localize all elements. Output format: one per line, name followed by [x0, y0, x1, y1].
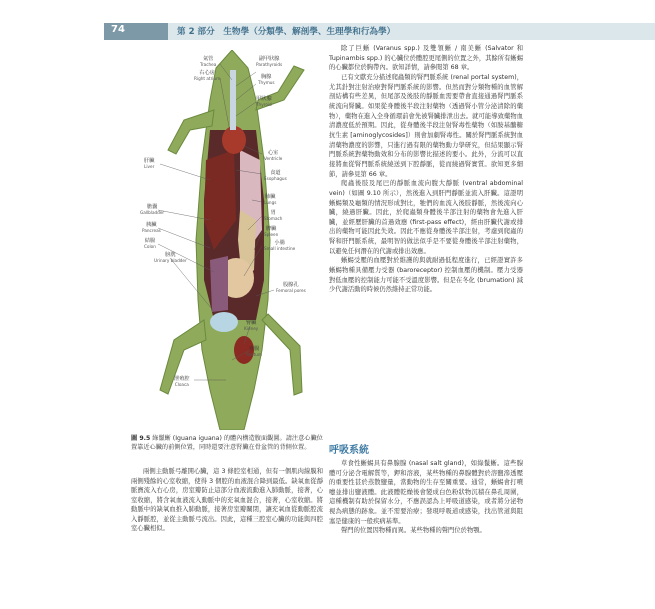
running-title: 第 2 部分 生物學（分類學、解剖學、生理學和行為學）: [177, 27, 396, 37]
caption-label: 圖 9.5: [131, 435, 151, 442]
section-heading-respiratory: 呼吸系統: [329, 445, 369, 456]
paragraph-3: 爬蟲後肢及尾巴的靜脈血流向腹大靜脈 (ventral abdominal vein)（如圖 9.10 所示），然後進入到肝門靜脈並流入肝臟。這證明蜥蜴類及龜類的情況形成對比，牠們的血流入後肢靜脈，然後流向心臟，繞過肝臟。因此，於爬蟲類身體後半部注射的藥物會先進入肝臟，並經歷肝臟的首過效應 (first-pass effect)，經由肝臟代謝或排出的藥物可能因此失效。因此不應從身體後半部注射，考慮到爬蟲的腎和肝門脈系統，最明智的做法似乎是不要從身體後半部注射藥物，以避免任何潛在的代謝或排出效應。: [329, 180, 523, 255]
page-number: 74: [111, 24, 125, 35]
label-spleen: 脾臟 Spleen: [264, 226, 279, 237]
label-thyroid: 甲狀腺 Thyroid: [256, 96, 272, 107]
label-cloaca: 泄殖腔 Cloaca: [174, 376, 190, 387]
paragraph-1: 除了巨蜥 (Varanus spp.) 及雙領蜥 / 南美蜥 (Salvator 和 Tupinambis spp.) 的心臟位於體腔更尾側的位置之外，其餘所有蜥蜴的心臟都位於胸帶內。欲知詳情，請參閱第 68 章。: [329, 45, 523, 72]
label-pancreas: 胰臟 Pancreas: [142, 222, 161, 233]
iguana-anatomy-figure: [140, 50, 319, 430]
label-ventricle: 心室 Ventricle: [264, 150, 283, 161]
label-gallbladder: 膽囊 Gallbladder: [140, 204, 165, 215]
right-column: [329, 44, 523, 295]
paragraph-4: 蜥蜴受壓的血壓對於維護的與就耐過低程度進行，已經證實許多蜥蜴物種具備壓力受器 (baroreceptor) 控制血壓的機制。壓力受器對低血壓的控制能力可能不受溫度影響。但是在冬化 (brumation) 減少代謝活動的時候仍然維持正常功能。: [329, 257, 523, 294]
label-rectum: 直腸 Rectum: [246, 346, 262, 357]
caption-text: 綠鬣蜥 (Iguana iguana) 的體內構造腹面觀圖。請注意心臟位置靠近心臟的前側位置，同時還要注意腎臟在骨盆管的背側位置。: [131, 435, 323, 451]
label-lungs: 肺臟 Lungs: [264, 194, 277, 205]
label-femoral-pores: 股腺孔 Femoral pores: [276, 282, 306, 293]
label-small-intestine: 小腸 Small intestine: [264, 240, 296, 251]
label-right-atrium: 右心房 Right atrium: [194, 70, 221, 81]
paragraph-2: 已有文獻充分描述爬蟲類的腎門脈系統 (renal portal system)，尤其針對注射治療對腎門脈系統的影響。但然而對分類物種的血管解剖結構有些差異，但尾部及後肢的靜脈血需要帶會直接通過腎門脈系統流向腎臟。如果從身體後半段注射藥物（透過腎小管分泌清除的藥物），藥物在進入全身循環前會先被腎臟排泄出去。就可能導致藥物血清濃度低於預期。因此，從身體後半段注射腎毒性藥物（如胺基醣糖抗生素 [aminoglycosides]）則會加劇腎毒性。關於腎門脈系統對血清藥物濃度的影響，只進行過有限的藥物動力學研究，但結果顯示腎門脈系統對藥物動效和分布的影響比描述的要小。此外，分流可以直接將血從腎門脈系統繞送到下腔靜脈，從而繞過腎實質。欲知更多細節，請參見第 66 章。: [329, 73, 523, 178]
label-kidney: 腎臟 Kidney: [244, 320, 259, 331]
page-header: [0, 0, 655, 40]
label-colon: 結腸 Colon: [144, 238, 156, 249]
left-column-text: 兩側主動脈弓離開心臟，這 3 條腔室相通，但有一個肌肉線膜和兩側殘餘的心室收縮，使得 3 個腔的血液混合降到最低。缺氧血從靜脈竇流入右心房，房室瓣防止這部分血液流動進入肺動脈，接著，心室收縮，將含氧血液流入動脈中的充氧血混合，接著，心室收縮。將動脈中的缺氧血推入肺動脈，接著房室瓣關閉，讓充氧血從動脈腔流入靜脈腔，並從主動脈弓流出。因此，這種三腔室心臟的功能與四腔室心臟相似。: [131, 468, 323, 532]
label-stomach: 胃 Stomach: [264, 210, 283, 221]
label-parathyroid: 副甲狀腺 Parathyroids: [256, 56, 283, 67]
label-thymus: 胸腺 Thymus: [258, 74, 275, 85]
section-paragraph-2: 聲門的位置因物種而異。某些物種的聲門位於物顎。: [341, 527, 486, 535]
label-esophagus: 食道 Esophagus: [264, 170, 287, 181]
label-liver: 肝臟 Liver: [144, 158, 155, 169]
figure-caption: [131, 435, 323, 452]
label-trachea: 氣管 Trachea: [200, 56, 217, 67]
section-paragraph-1: 草食性蜥蜴具有鼻腺腺 (nasal salt gland)，如綠鬣蜥。這些腺體可分泌含電解質等，鉀和溶液，某些物種的鼻腺體對於溶鹽滲透壓的重要性甚於蒸散鹽量，當動物的生存至關重要。通常，蜥蜴會打噴嚏並排出鹽液體。此液體乾燥後會變成白色粉狀物沉積在鼻孔周圍，這種機制有助於保留水分，不應誤認為上呼吸道感染，或者將分泌物視為病態的跡象。並不需要治療；發現呼吸道或感染，找出管道與阻塞是健康的一般疾病基準。: [329, 460, 523, 525]
label-urinary-bladder: 膀胱 Urinary bladder: [154, 252, 187, 263]
section-body: [329, 459, 523, 536]
